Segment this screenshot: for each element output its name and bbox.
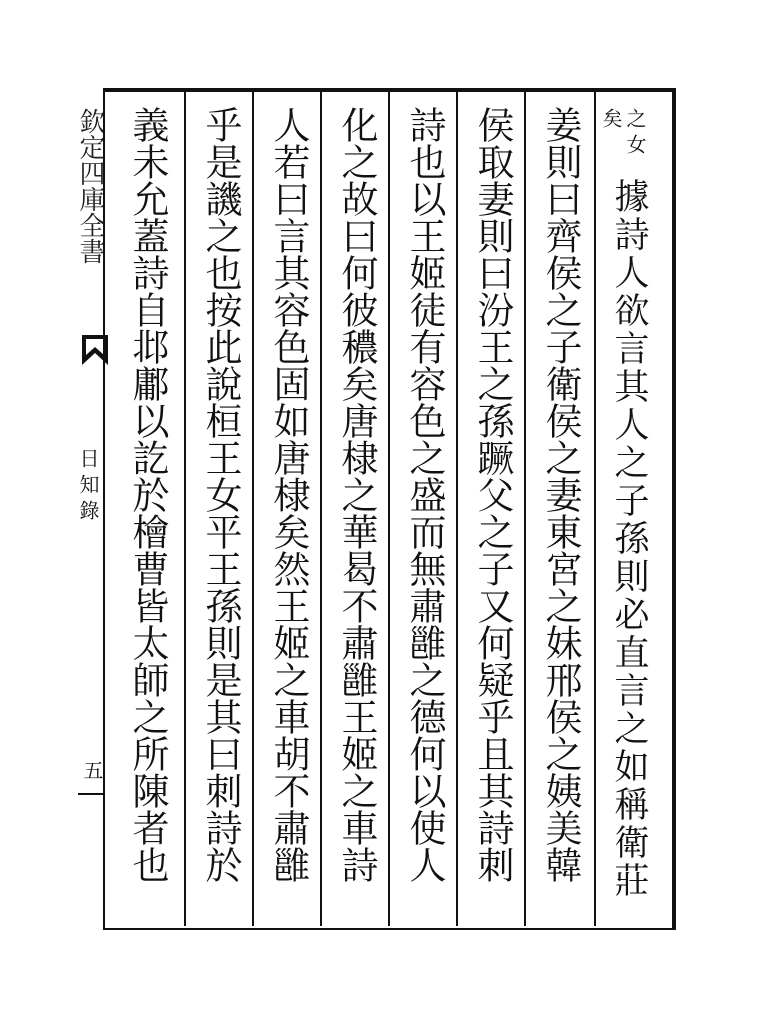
column-rule bbox=[388, 90, 390, 926]
column-rule bbox=[252, 90, 254, 926]
column-rule bbox=[184, 90, 186, 926]
text-column: 義未允蓋詩自邶鄘以訖於檜曹皆太師之所陳者也 bbox=[126, 106, 169, 883]
column-rule bbox=[456, 90, 458, 926]
text-column: 乎是譏之也按此說桓王女平王孫則是其曰刺詩於 bbox=[199, 106, 242, 883]
annotation-note: 之女 bbox=[623, 108, 647, 160]
page-number: 五 bbox=[80, 760, 104, 780]
column-rule bbox=[594, 90, 596, 926]
column-rule bbox=[320, 90, 322, 926]
text-column: 姜則曰齊侯之子衛侯之妻東宮之妹邢侯之姨美韓 bbox=[539, 106, 582, 883]
text-column: 化之故曰何彼穠矣唐棣之華曷不肅雝王姬之車詩 bbox=[335, 106, 378, 883]
annotation-note: 矣 bbox=[599, 108, 623, 134]
text-column: 詩也以王姬徒有容色之盛而無肅雝之德何以使人 bbox=[403, 106, 446, 883]
text-column: 人若曰言其容色固如唐棣矣然王姬之車胡不肅雝 bbox=[267, 106, 310, 883]
text-column: 侯取妻則曰汾王之孫蹶父之子又何疑乎且其詩刺 bbox=[471, 106, 514, 883]
book-title: 日知錄 bbox=[76, 448, 100, 526]
column-rule bbox=[524, 90, 526, 926]
text-column: 據詩人欲言其人之子孫則必直言之如稱衛莊 bbox=[609, 178, 649, 900]
series-title: 欽定四庫全書 bbox=[75, 108, 105, 264]
page-number-rule bbox=[78, 793, 104, 795]
